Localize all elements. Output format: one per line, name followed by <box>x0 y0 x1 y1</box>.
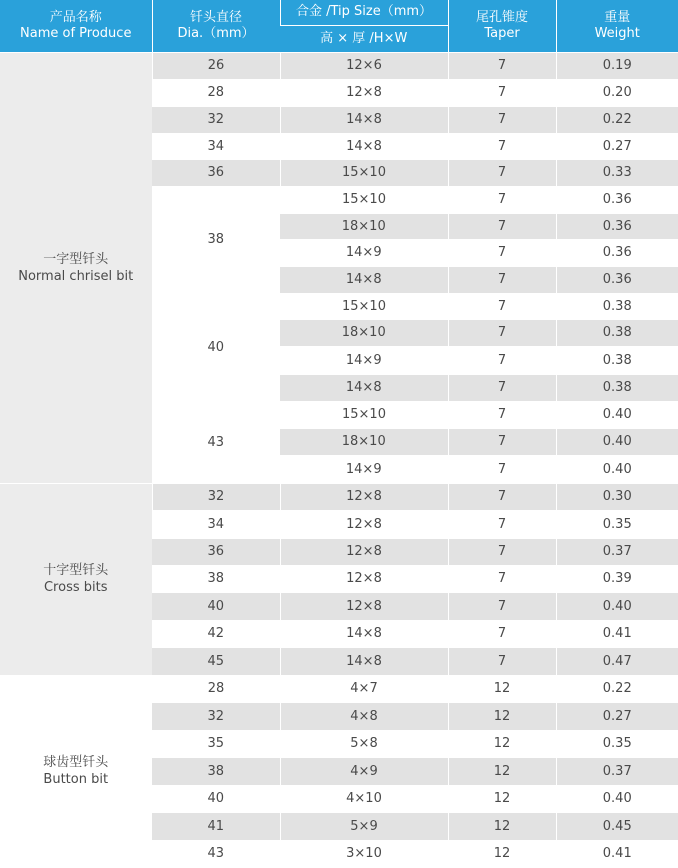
taper-cell: 12 <box>448 675 556 702</box>
category-name-zh: 一字型钎头 <box>43 251 109 267</box>
weight-cell: 0.39 <box>556 565 678 592</box>
taper-cell: 7 <box>448 565 556 592</box>
table-body <box>0 52 678 867</box>
tip-size-cell: 5×8 <box>280 730 448 757</box>
diameter-cell: 32 <box>152 483 280 510</box>
category-name-zh: 球齿型钎头 <box>43 755 109 771</box>
tip-size-cell: 12×6 <box>280 52 448 79</box>
category-cell <box>0 52 152 483</box>
tip-size-cell: 5×9 <box>280 812 448 840</box>
weight-cell: 0.40 <box>556 428 678 455</box>
tip-size-cell: 14×8 <box>280 647 448 675</box>
taper-cell: 7 <box>448 213 556 239</box>
weight-cell: 0.38 <box>556 346 678 374</box>
header-taper-en: Taper <box>484 25 520 41</box>
taper-cell: 7 <box>448 455 556 483</box>
tip-size-cell: 12×8 <box>280 538 448 565</box>
diameter-cell: 38 <box>152 565 280 592</box>
tip-size-cell: 12×8 <box>280 483 448 510</box>
weight-cell: 0.40 <box>556 785 678 812</box>
diameter-cell: 26 <box>152 52 280 79</box>
taper-cell: 7 <box>448 346 556 374</box>
weight-cell: 0.36 <box>556 186 678 213</box>
weight-cell: 0.38 <box>556 293 678 319</box>
taper-cell: 7 <box>448 266 556 293</box>
diameter-cell: 42 <box>152 620 280 647</box>
tip-size-cell: 18×10 <box>280 213 448 239</box>
tip-size-cell: 14×9 <box>280 239 448 266</box>
weight-cell: 0.36 <box>556 213 678 239</box>
taper-cell: 7 <box>448 239 556 266</box>
tip-size-cell: 14×8 <box>280 133 448 159</box>
tip-size-cell: 12×8 <box>280 565 448 592</box>
table-row <box>0 675 678 702</box>
weight-cell: 0.37 <box>556 538 678 565</box>
weight-cell: 0.38 <box>556 319 678 346</box>
tip-size-cell: 3×10 <box>280 840 448 867</box>
weight-cell: 0.41 <box>556 620 678 647</box>
header-diameter <box>152 0 280 52</box>
header-product-name <box>0 0 152 52</box>
tip-size-cell: 4×9 <box>280 757 448 785</box>
weight-cell: 0.20 <box>556 79 678 106</box>
category-cell <box>0 483 152 675</box>
taper-cell: 7 <box>448 538 556 565</box>
taper-cell: 7 <box>448 483 556 510</box>
taper-cell: 7 <box>448 374 556 401</box>
weight-cell: 0.37 <box>556 757 678 785</box>
tip-size-cell: 15×10 <box>280 186 448 213</box>
weight-cell: 0.40 <box>556 401 678 428</box>
header-weight-en: Weight <box>594 25 640 41</box>
weight-cell: 0.45 <box>556 812 678 840</box>
header-weight <box>556 0 678 52</box>
taper-cell: 12 <box>448 730 556 757</box>
diameter-cell: 35 <box>152 730 280 757</box>
diameter-cell: 32 <box>152 702 280 730</box>
weight-cell: 0.47 <box>556 647 678 675</box>
tip-size-cell: 14×8 <box>280 620 448 647</box>
taper-cell: 7 <box>448 319 556 346</box>
diameter-cell: 38 <box>152 757 280 785</box>
tip-size-cell: 15×10 <box>280 293 448 319</box>
weight-cell: 0.33 <box>556 159 678 186</box>
taper-cell: 7 <box>448 186 556 213</box>
diameter-cell: 45 <box>152 647 280 675</box>
diameter-cell: 28 <box>152 675 280 702</box>
tip-size-cell: 14×9 <box>280 455 448 483</box>
taper-cell: 7 <box>448 592 556 620</box>
header-product-name-en: Name of Produce <box>20 25 132 41</box>
tip-size-cell: 15×10 <box>280 159 448 186</box>
weight-cell: 0.27 <box>556 133 678 159</box>
taper-cell: 7 <box>448 133 556 159</box>
tip-size-cell: 15×10 <box>280 401 448 428</box>
taper-cell: 7 <box>448 620 556 647</box>
tip-size-cell: 18×10 <box>280 428 448 455</box>
diameter-cell: 38 <box>152 186 280 293</box>
diameter-cell: 40 <box>152 592 280 620</box>
header-tip-size: 合金 /Tip Size（mm） <box>280 0 448 25</box>
weight-cell: 0.40 <box>556 592 678 620</box>
category-name-en: Cross bits <box>43 580 108 595</box>
diameter-cell: 40 <box>152 785 280 812</box>
category-name-zh: 十字型钎头 <box>43 563 109 578</box>
diameter-cell: 36 <box>152 538 280 565</box>
taper-cell: 7 <box>448 79 556 106</box>
taper-cell: 7 <box>448 647 556 675</box>
diameter-cell: 41 <box>152 812 280 840</box>
tip-size-cell: 14×9 <box>280 346 448 374</box>
taper-cell: 12 <box>448 757 556 785</box>
diameter-cell: 36 <box>152 159 280 186</box>
header-diameter-en: Dia.（mm） <box>177 25 255 41</box>
taper-cell: 12 <box>448 785 556 812</box>
weight-cell: 0.36 <box>556 239 678 266</box>
weight-cell: 0.38 <box>556 374 678 401</box>
table-row <box>0 483 678 510</box>
taper-cell: 12 <box>448 840 556 867</box>
diameter-cell: 34 <box>152 133 280 159</box>
header-weight-zh: 重量 <box>604 9 631 25</box>
taper-cell: 12 <box>448 702 556 730</box>
category-name-en: Button bit <box>43 772 109 788</box>
tip-size-cell: 12×8 <box>280 510 448 538</box>
diameter-cell: 34 <box>152 510 280 538</box>
diameter-cell: 40 <box>152 293 280 401</box>
diameter-cell: 32 <box>152 106 280 133</box>
header-product-name-zh: 产品名称 <box>49 9 102 25</box>
tip-size-cell: 18×10 <box>280 319 448 346</box>
weight-cell: 0.35 <box>556 730 678 757</box>
taper-cell: 7 <box>448 401 556 428</box>
weight-cell: 0.35 <box>556 510 678 538</box>
weight-cell: 0.41 <box>556 840 678 867</box>
diameter-cell: 43 <box>152 840 280 867</box>
taper-cell: 7 <box>448 52 556 79</box>
tip-size-cell: 14×8 <box>280 266 448 293</box>
tip-size-cell: 4×8 <box>280 702 448 730</box>
tip-size-cell: 14×8 <box>280 106 448 133</box>
weight-cell: 0.40 <box>556 455 678 483</box>
weight-cell: 0.30 <box>556 483 678 510</box>
tip-size-cell: 4×10 <box>280 785 448 812</box>
header-diameter-zh: 钎头直径 <box>189 9 242 25</box>
table-header <box>0 0 678 52</box>
taper-cell: 7 <box>448 428 556 455</box>
tip-size-cell: 12×8 <box>280 79 448 106</box>
category-name-en: Normal chrisel bit <box>18 268 134 284</box>
taper-cell: 7 <box>448 510 556 538</box>
weight-cell: 0.22 <box>556 106 678 133</box>
weight-cell: 0.19 <box>556 52 678 79</box>
taper-cell: 7 <box>448 293 556 319</box>
weight-cell: 0.22 <box>556 675 678 702</box>
weight-cell: 0.27 <box>556 702 678 730</box>
diameter-cell: 43 <box>152 401 280 483</box>
header-taper <box>448 0 556 52</box>
table-row <box>0 52 678 79</box>
tip-size-cell: 4×7 <box>280 675 448 702</box>
taper-cell: 7 <box>448 106 556 133</box>
header-tip-size-hw: 高 × 厚 /H×W <box>280 25 448 52</box>
tip-size-cell: 12×8 <box>280 592 448 620</box>
taper-cell: 12 <box>448 812 556 840</box>
header-taper-zh: 尾孔锥度 <box>475 9 528 25</box>
weight-cell: 0.36 <box>556 266 678 293</box>
taper-cell: 7 <box>448 159 556 186</box>
tip-size-cell: 14×8 <box>280 374 448 401</box>
category-cell <box>0 675 152 867</box>
diameter-cell: 28 <box>152 79 280 106</box>
